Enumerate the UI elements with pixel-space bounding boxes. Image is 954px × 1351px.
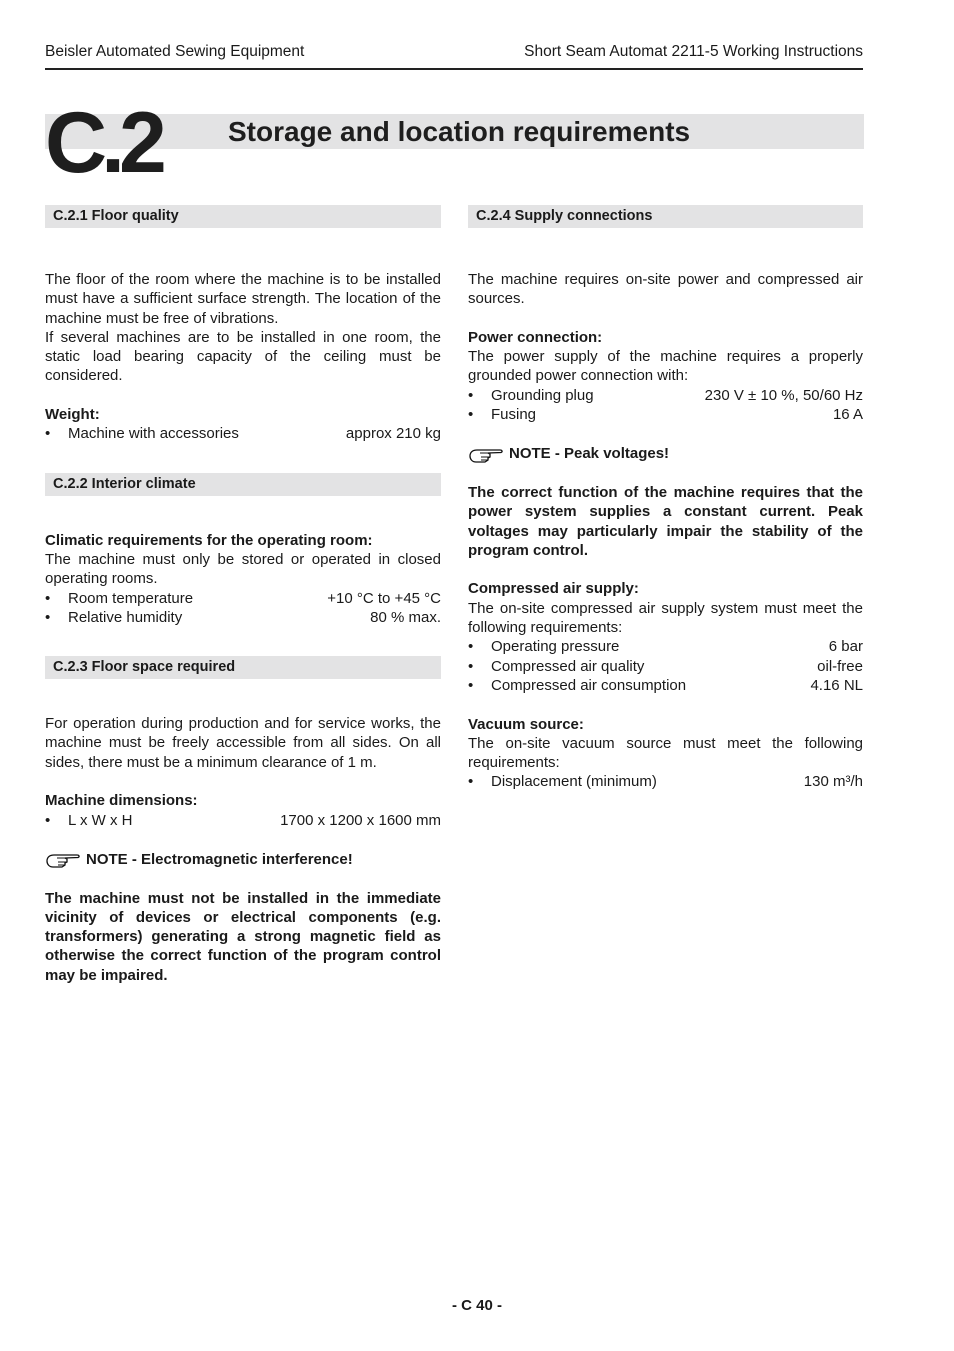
power-text: The power supply of the machine requires a properly grounded power connection with: [468,348,863,385]
floor-space-text: For operation during production and for service works, the machine must be freely accessible from all sides. On all sides, there must be a minimum clearance of 1 m. [45,715,441,771]
list-item: • Room temperature +10 °C to +45 °C [45,589,441,607]
chapter-title: Storage and location requirements [228,116,691,147]
pointing-hand-icon [468,444,506,464]
left-column [45,205,441,985]
air-text: The on-site compressed air supply system must meet the following requirements: [468,599,863,637]
weight-label: Weight: [45,406,100,424]
header-manual-title: Short Seam Automat 2211-5 Working Instructions [524,43,863,60]
floor-quality-text: The floor of the room where the machine is to be installed must have a sufficient surface strength. The location of the machine must be free of vibrations. [45,271,441,327]
section-heading-floor-quality: C.2.1 Floor quality [45,205,441,228]
list-item: • Grounding plug 230 V ± 10 %, 50/60 Hz [468,386,863,404]
list-item: • L x W x H 1700 x 1200 x 1600 mm [45,811,441,829]
note-heading [45,849,441,869]
climate-text: The machine must only be stored or operated in closed operating rooms. [45,550,441,588]
chapter-number: C.2 [45,95,161,191]
list-item: • Operating pressure 6 bar [468,638,863,656]
section-heading-floor-space: C.2.3 Floor space required [45,656,441,679]
list-item: • Displacement (minimum) 130 m³/h [468,773,863,791]
note-text: The machine must not be installed in the immediate vicinity of devices or electrical components (e.g. transformers) generating a strong magnetic field as otherwise the correct function of the program control may be impaired. [45,889,441,984]
list-item: • Machine with accessories approx 210 kg [45,425,441,443]
climate-subheading: Climatic requirements for the operating room: [45,531,373,549]
section-heading-supply-connections: C.2.4 Supply connections [468,205,863,228]
right-column [468,205,863,792]
list-item: • Compressed air quality oil-free [468,657,863,675]
list-item: • Compressed air consumption 4.16 NL [468,676,863,694]
supply-intro-text: The machine requires on-site power and compressed air sources. [468,271,863,308]
note-text: The correct function of the machine requires that the power system supplies a constant current. Peak voltages may particularly impair the stability of the program control. [468,483,863,559]
power-label: Power connection: [468,328,603,346]
dimensions-label: Machine dimensions: [45,792,198,810]
page-header [45,42,863,70]
note-title: NOTE - Electromagnetic interference! [86,850,353,868]
page-number: - C 40 - [451,1297,502,1314]
list-item: • Relative humidity 80 % max. [45,608,441,626]
vacuum-text: The on-site vacuum source must meet the following requirements: [468,734,863,772]
section-heading-interior-climate: C.2.2 Interior climate [45,473,441,496]
floor-quality-text-2: If several machines are to be installed in one room, the static load bearing capacity of the ceiling must be considered. [45,328,441,385]
vacuum-label: Vacuum source: [468,715,584,733]
header-company: Beisler Automated Sewing Equipment [45,43,305,60]
pointing-hand-icon [45,849,83,869]
note-heading [468,444,863,464]
list-item: • Fusing 16 A [468,406,863,424]
air-label: Compressed air supply: [468,580,639,598]
note-title: NOTE - Peak voltages! [509,445,670,463]
